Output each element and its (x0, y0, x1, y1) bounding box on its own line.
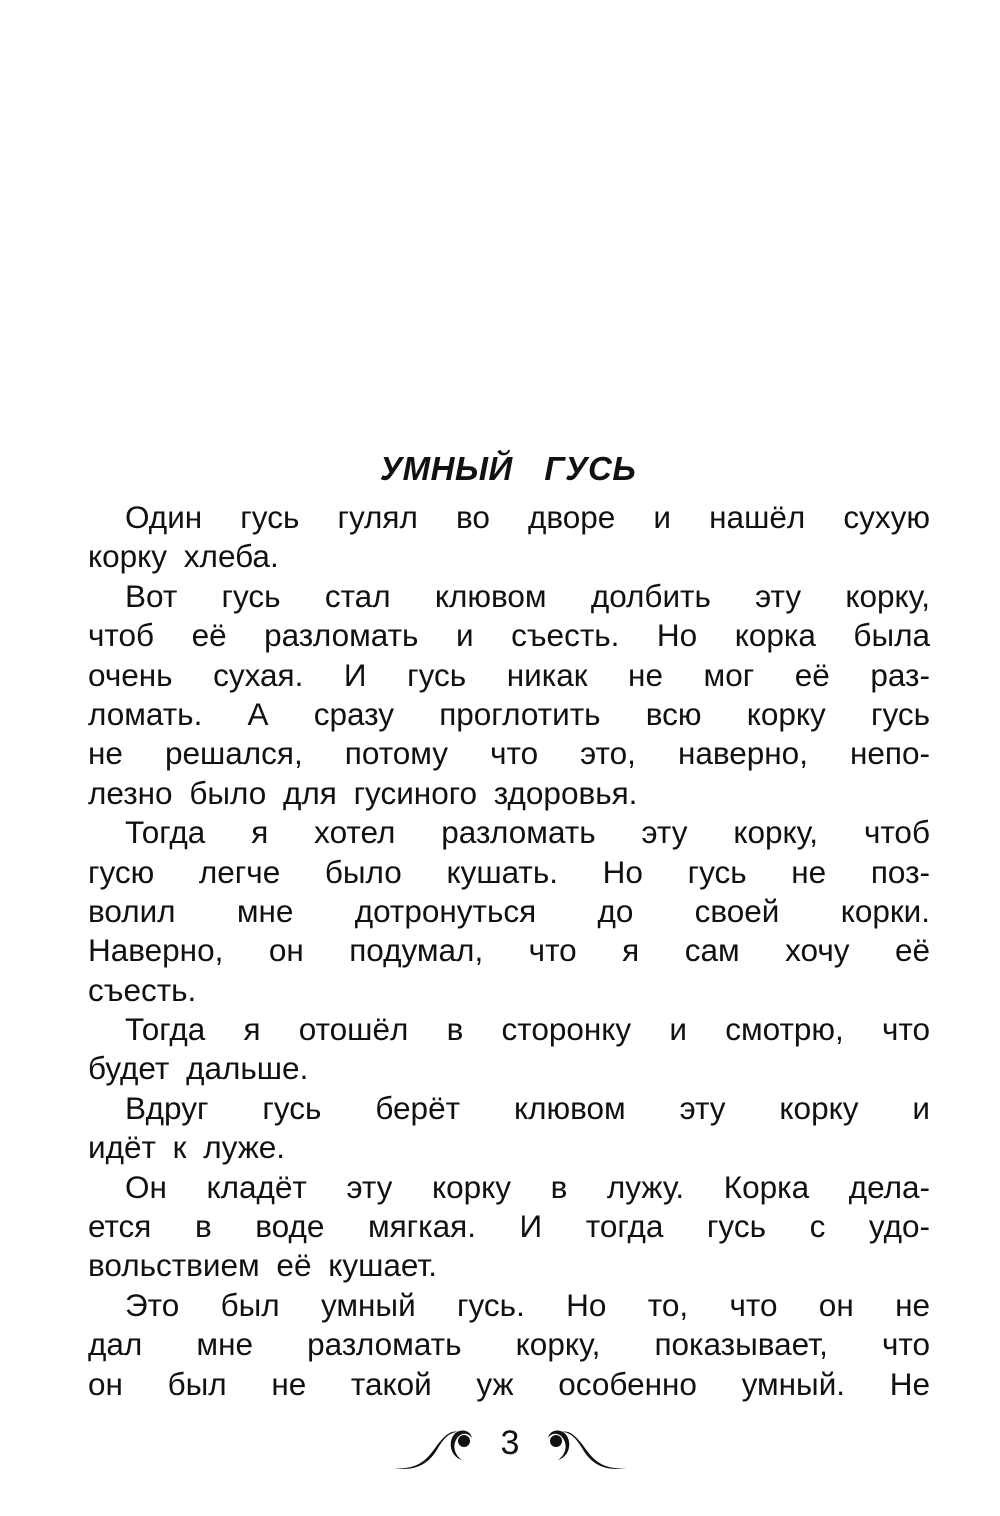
text-line: волил мне дотронуться до своей корки. (88, 892, 930, 929)
page-number: 3 (500, 1424, 520, 1462)
text-line: гусю легче было кушать. Но гусь не поз- (88, 853, 930, 890)
text-line: не решался, потому что это, наверно, непо- (88, 735, 930, 772)
text-line: дал мне разломать корку, показывает, что (88, 1326, 930, 1363)
text-line: корку хлеба. (88, 538, 279, 575)
text-line: будет дальше. (88, 1050, 309, 1087)
text-line: Он кладёт эту корку в лужу. Корка дела- (125, 1168, 930, 1205)
text-line: очень сухая. И гусь никак не мог её раз- (88, 656, 930, 693)
text-line: ломать. А сразу проглотить всю корку гусь (88, 695, 930, 732)
text-line: чтоб её разломать и съесть. Но корка была (88, 617, 930, 654)
text-line: он был не такой уж особенно умный. Не (88, 1365, 930, 1402)
text-line: Это был умный гусь. Но то, что он не (125, 1286, 930, 1323)
text-line: Один гусь гулял во дворе и нашёл сухую (125, 499, 930, 535)
text-line: Наверно, он подумал, что я сам хочу её (88, 932, 930, 969)
text-line: Вдруг гусь берёт клювом эту корку и (125, 1089, 930, 1126)
text-line: съесть. (88, 971, 197, 1008)
text-line: идёт к луже. (88, 1129, 286, 1166)
story-title: УМНЫЙ ГУСЬ (379, 450, 637, 487)
text-line: Тогда я хотел разломать эту корку, чтоб (125, 814, 930, 851)
right-swirl-ornament-icon (540, 1418, 630, 1478)
text-line: Тогда я отошёл в сторонку и смотрю, что (125, 1011, 930, 1048)
text-line: ется в воде мягкая. И тогда гусь с удо- (88, 1208, 930, 1245)
page-footer (390, 1418, 630, 1478)
text-line: лезно было для гусиного здоровья. (88, 774, 638, 811)
text-line: Вот гусь стал клювом долбить эту корку, (125, 577, 930, 614)
story-body (88, 498, 930, 1404)
text-line: вольствием её кушает. (88, 1247, 438, 1284)
